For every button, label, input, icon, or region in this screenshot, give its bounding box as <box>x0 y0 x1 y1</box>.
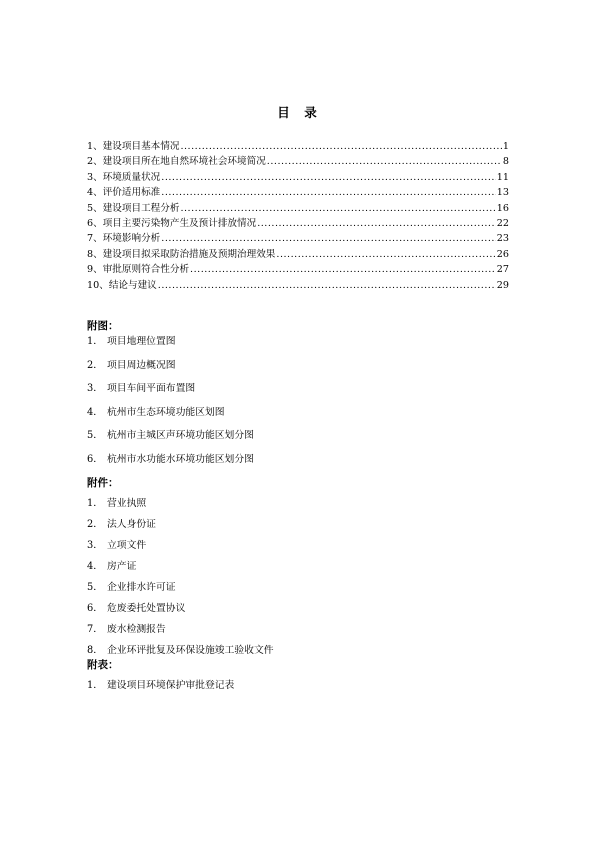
list-item-number: 5． <box>87 430 104 441</box>
list-item-label: 项目车间平面布置图 <box>107 383 196 394</box>
toc-entry-page: 23 <box>496 233 509 245</box>
list-item <box>87 404 254 428</box>
toc-entry-page: 22 <box>496 217 509 229</box>
list-item-label: 营业执照 <box>107 498 147 509</box>
list-item-number: 6． <box>87 453 104 465</box>
tables-list <box>87 677 234 698</box>
list-item-number: 5． <box>87 582 104 593</box>
toc-leader-dots <box>161 172 496 183</box>
attachments-list <box>87 495 274 663</box>
list-item <box>87 333 254 357</box>
list-item-label: 企业排水许可证 <box>107 582 176 593</box>
toc-entry-number: 6、 <box>87 217 103 229</box>
toc-entry-page: 11 <box>496 171 509 183</box>
toc-entry-number: 3、 <box>87 171 103 183</box>
toc-entry-label: 结论与建议 <box>108 279 157 291</box>
toc-entry[interactable] <box>87 246 509 261</box>
toc-entry-page: 29 <box>496 279 509 291</box>
list-item-number: 2． <box>87 519 104 530</box>
list-item-number: 3． <box>87 383 104 394</box>
toc-leader-dots <box>161 233 496 244</box>
toc-leader-dots <box>161 187 496 198</box>
list-item-label: 杭州市生态环境功能区划图 <box>107 406 225 418</box>
toc-entry-number: 1、 <box>87 141 103 152</box>
list-item <box>87 516 274 537</box>
toc-entry-page: 13 <box>496 187 509 199</box>
toc-entry[interactable] <box>87 277 509 292</box>
list-item <box>87 380 254 404</box>
toc-entry[interactable] <box>87 169 509 184</box>
list-item <box>87 495 274 516</box>
toc-leader-dots <box>257 218 496 229</box>
toc-entry-number: 10、 <box>87 279 109 291</box>
toc-entry-page: 26 <box>496 248 509 260</box>
list-item-label: 建设项目环境保护审批登记表 <box>107 680 235 691</box>
list-item-label: 废水检测报告 <box>107 624 166 635</box>
list-item <box>87 427 254 451</box>
list-item-label: 房产证 <box>107 561 137 572</box>
list-item-number: 2． <box>87 359 104 371</box>
list-item <box>87 600 274 621</box>
list-item <box>87 621 274 642</box>
list-item-number: 3． <box>87 540 104 551</box>
toc-leader-dots <box>276 249 495 260</box>
toc-entry-label: 建设项目拟采取防治措施及预期治理效果 <box>102 248 276 260</box>
toc-entry-page: 1 <box>502 141 509 152</box>
toc-entry-number: 7、 <box>87 233 103 245</box>
list-item <box>87 579 274 600</box>
toc-leader-dots <box>158 280 496 291</box>
list-item-label: 杭州市水功能水环境功能区划分图 <box>107 453 254 465</box>
toc-entry-label: 建设项目基本情况 <box>102 141 180 152</box>
toc-leader-dots <box>267 156 502 167</box>
toc-entry-page: 16 <box>496 202 509 214</box>
toc-entry-label: 环境质量状况 <box>102 171 161 183</box>
list-item <box>87 558 274 579</box>
list-item-label: 杭州市主城区声环境功能区划分图 <box>107 430 254 441</box>
toc-entry-label: 审批原则符合性分析 <box>102 264 190 276</box>
list-item-number: 1． <box>87 336 104 347</box>
figures-heading: 附图： <box>87 320 119 332</box>
list-item <box>87 537 274 558</box>
toc-entry-page: 27 <box>496 264 509 276</box>
toc-entry[interactable] <box>87 215 509 230</box>
list-item-number: 7． <box>87 624 104 635</box>
toc-leader-dots <box>180 203 495 214</box>
list-item-number: 8． <box>87 645 104 656</box>
toc-leader-dots <box>180 141 501 152</box>
list-item-number: 4． <box>87 561 104 572</box>
toc-title: 目 录 <box>277 105 318 120</box>
list-item-number: 6． <box>87 603 104 614</box>
tables-heading: 附表： <box>87 659 119 671</box>
list-item-label: 法人身份证 <box>107 519 156 530</box>
toc-entry-number: 2、 <box>87 156 103 168</box>
toc-entry[interactable] <box>87 230 509 245</box>
toc-entry-label: 评价适用标准 <box>102 187 161 199</box>
toc-entry-number: 9、 <box>87 264 103 276</box>
toc-leader-dots <box>190 264 496 275</box>
list-item-label: 立项文件 <box>107 540 147 551</box>
list-item-label: 项目周边概况图 <box>107 359 176 371</box>
list-item-number: 1． <box>87 498 104 509</box>
toc-entry-number: 4、 <box>87 187 103 199</box>
toc-entry-label: 建设项目所在地自然环境社会环境简况 <box>102 156 266 168</box>
list-item <box>87 451 254 475</box>
toc-entry[interactable] <box>87 261 509 276</box>
list-item <box>87 677 234 698</box>
figures-list <box>87 333 254 474</box>
list-item-number: 1． <box>87 680 104 691</box>
toc-entry-label: 建设项目工程分析 <box>102 202 180 214</box>
toc-entry-label: 环境影响分析 <box>102 233 161 245</box>
toc-entry-number: 5、 <box>87 202 103 214</box>
toc-entry[interactable] <box>87 184 509 199</box>
table-of-contents <box>87 138 509 292</box>
list-item-label: 危废委托处置协议 <box>107 603 186 614</box>
toc-entry[interactable] <box>87 138 509 153</box>
toc-entry[interactable] <box>87 200 509 215</box>
toc-entry-label: 项目主要污染物产生及预计排放情况 <box>102 217 257 229</box>
list-item-number: 4． <box>87 406 104 418</box>
toc-entry-page: 8 <box>502 156 509 168</box>
list-item-label: 企业环评批复及环保设施竣工验收文件 <box>107 645 274 656</box>
toc-entry-number: 8、 <box>87 248 103 260</box>
list-item-label: 项目地理位置图 <box>107 336 176 347</box>
list-item <box>87 357 254 381</box>
attachments-heading: 附件： <box>87 477 119 489</box>
toc-entry[interactable] <box>87 153 509 168</box>
